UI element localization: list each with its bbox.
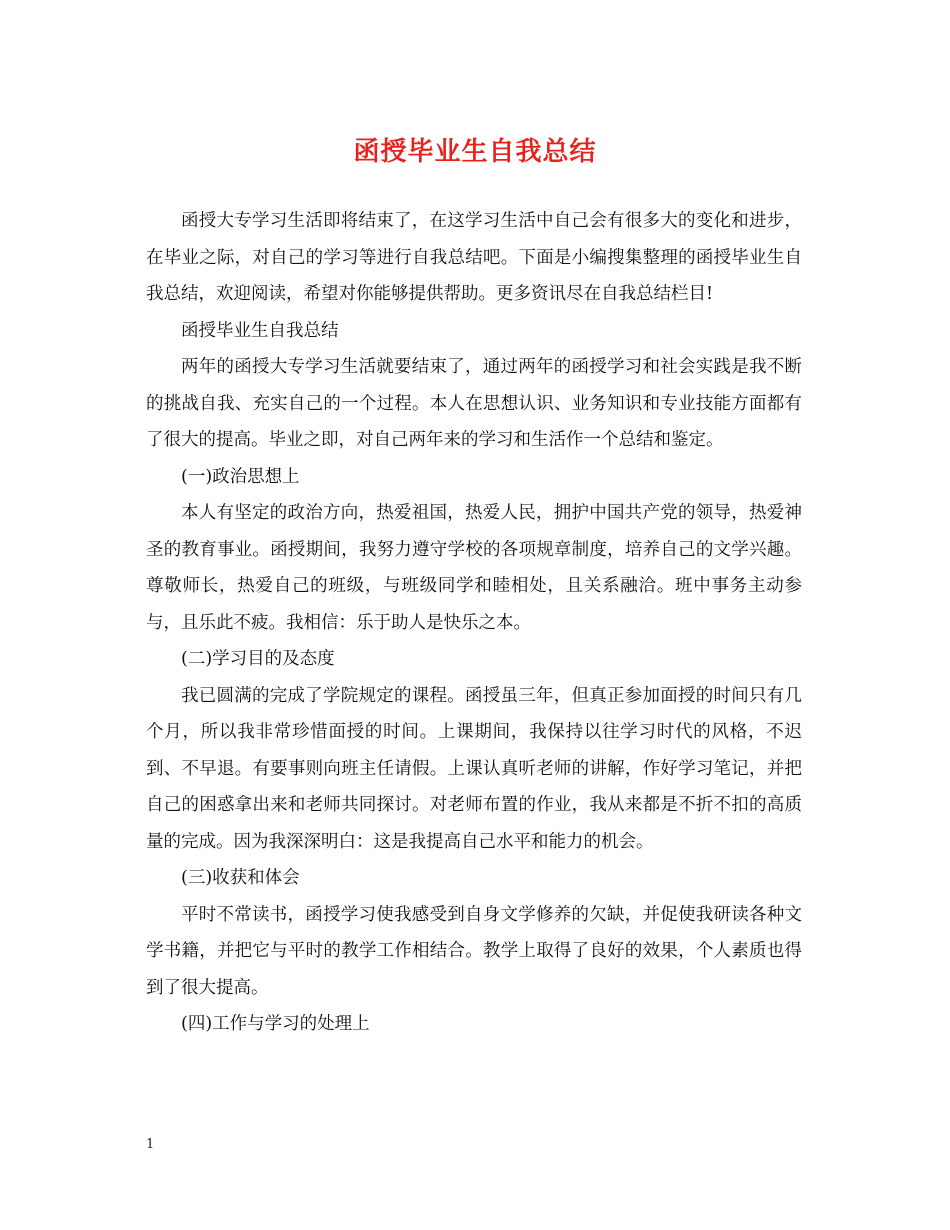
document-body: [146, 203, 802, 1043]
document-title: 函授毕业生自我总结: [353, 137, 597, 167]
section-heading-work-study: (四)工作与学习的处理上: [181, 1014, 370, 1034]
subtitle-paragraph: 函授毕业生自我总结: [181, 320, 339, 341]
politics-paragraph: 本人有坚定的政治方向，热爱祖国，热爱人民，拥护中国共产党的领导，热爱神圣的教育事业。函授期间，我努力遵守学校的各项规章制度，培养自己的文学兴趣。尊敬师长，热爱自己的班级，与班级同学和睦相处，且关系融洽。班中事务主动参与，且乐此不疲。我相信：乐于助人是快乐之本。: [146, 503, 802, 633]
intro-paragraph: 函授大专学习生活即将结束了，在这学习生活中自己会有很多大的变化和进步，在毕业之际，对自己的学习等进行自我总结吧。下面是小编搜集整理的函授毕业生自我总结，欢迎阅读，希望对你能够提供帮助。更多资讯尽在自我总结栏目!: [146, 211, 802, 304]
section-heading-gains: (三)收获和体会: [181, 868, 300, 888]
section-heading-politics: (一)政治思想上: [181, 466, 300, 487]
page-number: 1: [146, 1137, 155, 1152]
gains-paragraph: 平时不常读书，函授学习使我感受到自身文学修养的欠缺，并促使我研读各种文学书籍，并把它与平时的教学工作相结合。教学上取得了良好的效果，个人素质也得到了很大提高。: [146, 904, 802, 998]
study-paragraph: 我已圆满的完成了学院规定的课程。函授虽三年，但真正参加面授的时间只有几个月，所以我非常珍惜面授的时间。上课期间，我保持以往学习时代的风格，不迟到、不早退。有要事则向班主任请假。上课认真听老师的讲解，作好学习笔记，并把自己的困惑拿出来和老师共同探讨。对老师布置的作业，我从来都是不折不扣的高质量的完成。因为我深深明白：这是我提高自己水平和能力的机会。: [146, 685, 802, 852]
section-heading-study: (二)学习目的及态度: [181, 649, 335, 669]
overview-paragraph: 两年的函授大专学习生活就要结束了，通过两年的函授学习和社会实践是我不断的挑战自我、充实自己的一个过程。本人在思想认识、业务知识和专业技能方面都有了很大的提高。毕业之即，对自己两年来的学习和生活作一个总结和鉴定。: [146, 357, 802, 450]
